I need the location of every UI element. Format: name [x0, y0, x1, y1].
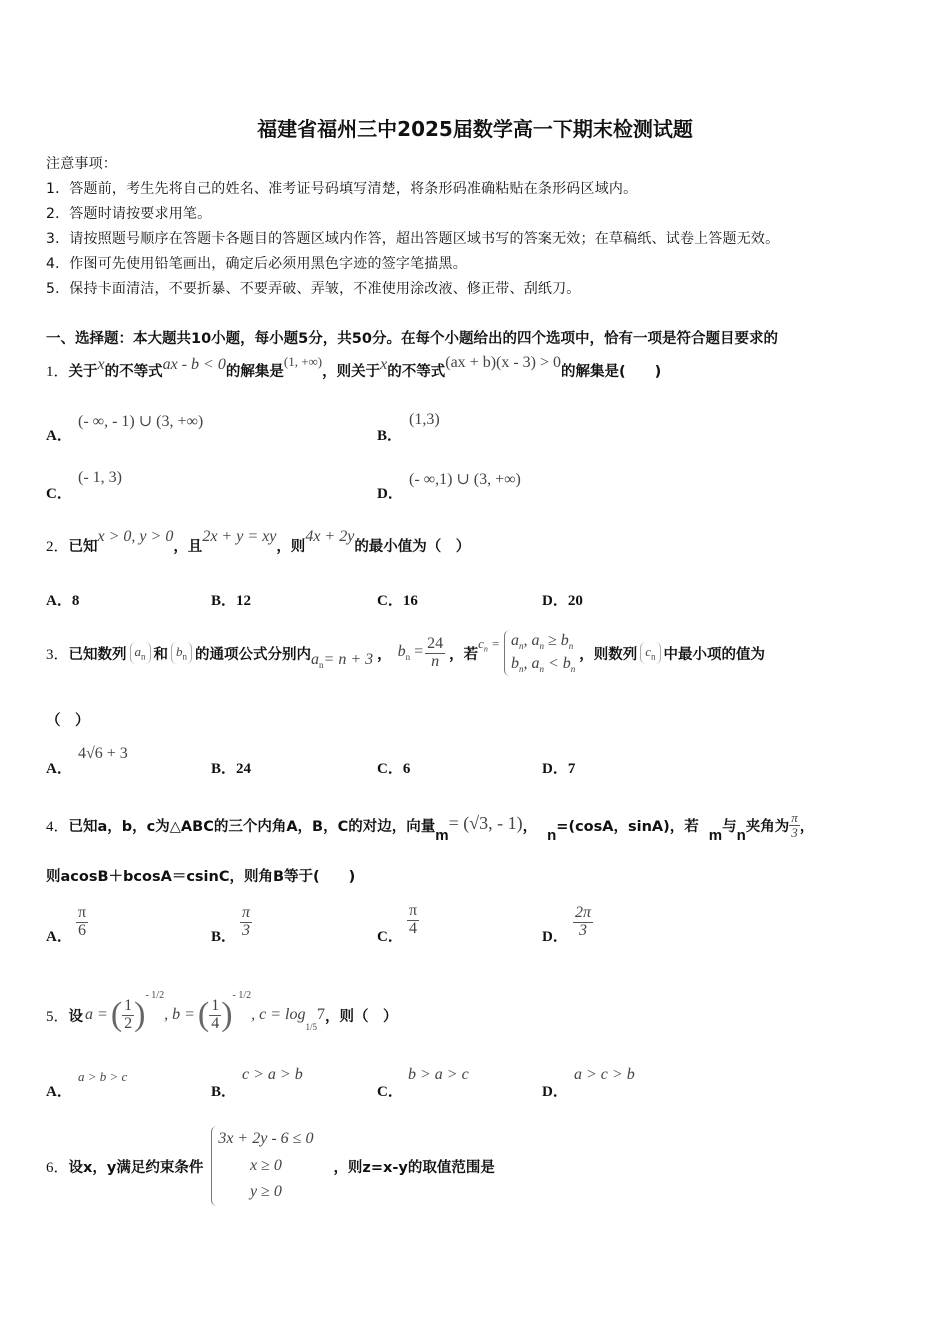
option-label[interactable]: C．16	[377, 593, 418, 609]
question-number: 3．	[46, 646, 69, 663]
option-label[interactable]: C．	[377, 929, 403, 945]
vector-n: n	[736, 826, 746, 844]
option-label[interactable]: D．	[542, 1084, 568, 1100]
option-label[interactable]: D．	[377, 486, 403, 502]
option-value: (1,3)	[409, 411, 440, 428]
option-label[interactable]: A．	[46, 1084, 72, 1100]
option-value: (- 1, 3)	[78, 469, 122, 486]
notice-item: 3．请按照题号顺序在答题卡各题目的答题区域内作答，超出答题区域书写的答案无效；在草稿纸、试卷上答题无效。	[46, 231, 780, 247]
question-number: 2．	[46, 539, 69, 555]
question-number: 6．	[46, 1159, 69, 1176]
page-title: 福建省福州三中2025届数学高一下期末检测试题	[257, 117, 693, 141]
question-number: 5．	[46, 1008, 69, 1025]
constraint-system: 3x + 2y - 6 ≤ 0 x ≥ 0 y ≥ 0	[211, 1126, 319, 1205]
option-value: 4√6 + 3	[78, 745, 128, 762]
vector-n: n	[547, 826, 557, 844]
option-label[interactable]: B．24	[211, 761, 252, 777]
question-3: 3． 已知数列 $a_n$ 和 $b_n$ 的通项公式分别内 $a_n= n + 3$ ， $b_n$ = $\frac{24}{n}$ ，若 $c_n$ = $a_n$, $a_n \ge b_n$ $b_n$, $a_n < b_n$ ，则数列 $c_n$ 中最小项的值为	[46, 632, 766, 675]
option-label[interactable]: C．	[46, 486, 72, 502]
option-value: $\frac{\pi}{6}$	[78, 904, 87, 939]
option-label[interactable]: B．	[211, 929, 237, 945]
option-value: c > a > b	[242, 1066, 303, 1083]
question-4-line2: 则acosB＋bcosA＝csinC，则角B等于( )	[46, 869, 356, 885]
option-label[interactable]: B．	[377, 428, 403, 444]
option-label[interactable]: A．	[46, 761, 72, 777]
question-number: 4．	[46, 818, 69, 835]
option-label[interactable]: D．7	[542, 761, 576, 777]
question-6: 6． 设x，y满足约束条件 3x + 2y - 6 ≤ 0 x ≥ 0 y ≥ 0 ，则z=x-y的取值范围是	[46, 1122, 495, 1210]
question-5: 5． 设 a = ( $\frac{1}{2}$ ) - 1/2 , b = ( $\frac{1}{4}$ ) - 1/2 , c = log 1/5 7 ，则（ ）	[46, 989, 398, 1033]
option-value: a > c > b	[574, 1066, 635, 1083]
option-label[interactable]: B．	[211, 1084, 237, 1100]
notice-heading: 注意事项：	[46, 156, 117, 172]
question-2: 2．已知x > 0, y > 0，且2x + y = xy，则4x + 2y的最小值为（ ）	[46, 528, 471, 555]
vector-m: m	[435, 826, 449, 844]
option-value: $\frac{\pi}{3}$	[242, 904, 251, 939]
option-value: $\frac{2\pi}{3}$	[575, 904, 592, 939]
option-label[interactable]: A．8	[46, 593, 80, 609]
option-label[interactable]: C．	[377, 1084, 403, 1100]
option-label[interactable]: C．6	[377, 761, 411, 777]
notice-item: 4．作图可先使用铅笔画出，确定后必须用黑色字迹的签字笔描黑。	[46, 256, 467, 272]
option-label[interactable]: D．20	[542, 593, 583, 609]
section-heading: 一、选择题：本大题共10小题，每小题5分，共50分。在每个小题给出的四个选项中，恰有一项是符合题目要求的	[46, 331, 778, 347]
option-value: $\frac{\pi}{4}$	[409, 902, 418, 937]
notice-item: 1．答题前，考生先将自己的姓名、准考证号码填写清楚，将条形码准确粘贴在条形码区域内。	[46, 181, 638, 197]
vector-m: m	[708, 826, 723, 844]
notice-item: 5．保持卡面清洁，不要折暴、不要弄破、弄皱，不准使用涂改液、修正带、刮纸刀。	[46, 281, 581, 297]
option-label[interactable]: D．	[542, 929, 568, 945]
option-label[interactable]: B．12	[211, 593, 252, 609]
question-4: 4． 已知a，b，c为△ABC的三个内角A，B，C的对边，向量 m = (√3, - 1) ， n =(cosA，sinA)，若 m 与 n 夹角为 $\frac{\pi}{3}$ ，	[46, 809, 815, 844]
option-value: (- ∞, - 1) ∪ (3, +∞)	[78, 413, 204, 430]
option-label[interactable]: A．	[46, 428, 72, 444]
option-label[interactable]: A．	[46, 929, 72, 945]
option-value: a > b > c	[78, 1069, 128, 1084]
notice-item: 2．答题时请按要求用笔。	[46, 206, 212, 222]
option-value: (- ∞,1) ∪ (3, +∞)	[409, 471, 521, 488]
question-number: 1．	[46, 364, 69, 380]
question-3-answer-bracket: （ ）	[46, 713, 90, 729]
option-value: b > a > c	[408, 1066, 469, 1083]
question-1: 1．关于x的不等式ax - b < 0的解集是(1, +∞)，则关于x的不等式(ax + b)(x - 3) > 0的解集是( )	[46, 354, 662, 380]
